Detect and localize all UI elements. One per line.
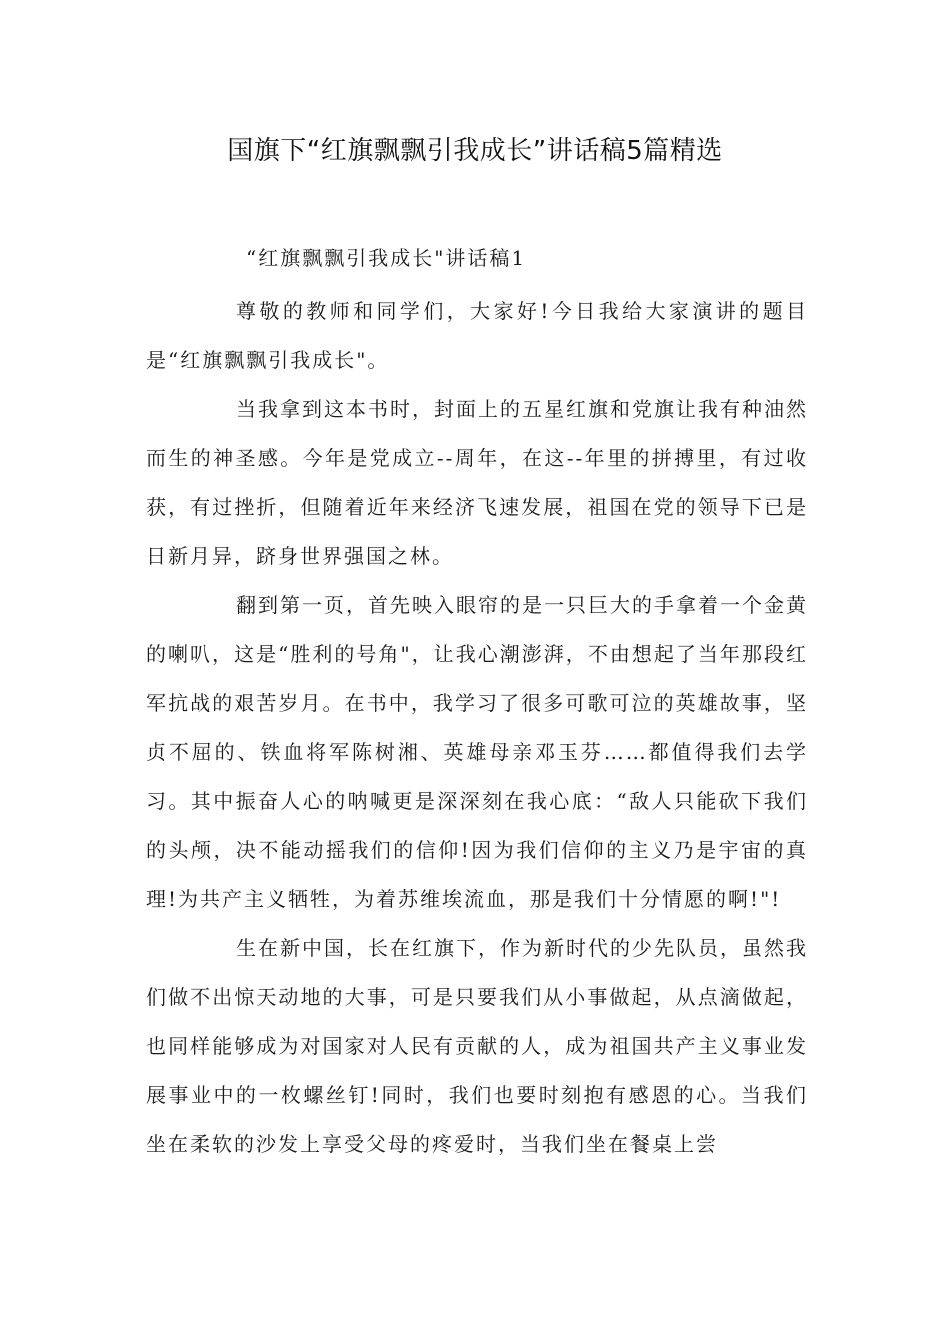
paragraph: 当我拿到这本书时，封面上的五星红旗和党旗让我有种油然而生的神圣感。今年是党成立--周年，在这--年里的拼搏里，有过收获，有过挫折，但随着近年来经济飞速发展，祖国在党的领导下已是日新月异，跻身世界强国之林。 xyxy=(146,397,808,568)
section-heading: “红旗飘飘引我成长"讲话稿1 xyxy=(246,246,527,270)
paragraph: 翻到第一页，首先映入眼帘的是一只巨大的手拿着一个金黄的喇叭，这是“胜利的号角"，让我心潮澎湃，不由想起了当年那段红军抗战的艰苦岁月。在书中，我学习了很多可歌可泣的英雄故事，坚贞不屈的、铁血将军陈树湘、英雄母亲邓玉芬……都值得我们去学习。其中振奋人心的呐喊更是深深刻在我心底：“敌人只能砍下我们的头颅，决不能动摇我们的信仰!因为我们信仰的主义乃是宇宙的真理!为共产主义牺牲，为着苏维埃流血，那是我们十分情愿的啊!"! xyxy=(146,593,808,911)
document-title: 国旗下“红旗飘飘引我成长”讲话稿5篇精选 xyxy=(227,136,723,166)
document-body xyxy=(146,234,808,1169)
paragraph: 尊敬的教师和同学们，大家好!今日我给大家演讲的题目是“红旗飘飘引我成长"。 xyxy=(146,299,808,372)
paragraph: 生在新中国，长在红旗下，作为新时代的少先队员，虽然我们做不出惊天动地的大事，可是只要我们从小事做起，从点滴做起，也同样能够成为对国家对人民有贡献的人，成为祖国共产主义事业发展事业中的一枚螺丝钉!同时，我们也要时刻抱有感恩的心。当我们坐在柔软的沙发上享受父母的疼爱时，当我们坐在餐桌上尝 xyxy=(146,936,808,1156)
